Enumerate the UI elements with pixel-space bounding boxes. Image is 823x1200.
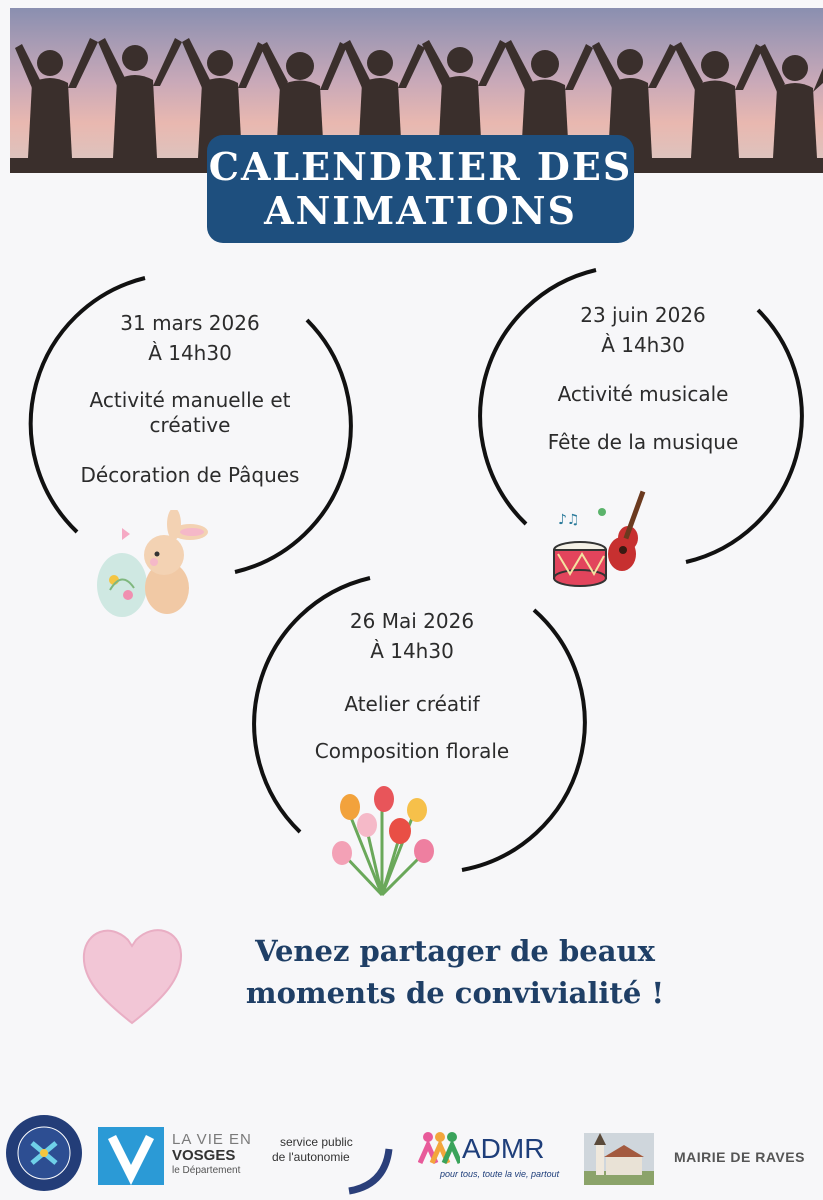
event-activity-cont: créative: [149, 413, 231, 437]
admr-slogan: pour tous, toute la vie, partout: [440, 1169, 560, 1179]
footer-logos: [0, 1105, 823, 1200]
event-activity: Activité musicale: [557, 382, 729, 406]
page-title-box: [207, 135, 634, 243]
event-activity: Activité manuelle et: [89, 388, 291, 412]
vie-en-vosges-line3: le Département: [172, 1165, 241, 1176]
event-subtitle: Fête de la musique: [547, 430, 739, 454]
event-card-floral: [262, 608, 562, 764]
svg-text:♪♫: ♪♫: [558, 512, 580, 528]
event-time: À 14h30: [370, 639, 454, 663]
page-title-line2: ANIMATIONS: [264, 188, 577, 233]
tagline-line2: moments de convivialité !: [245, 976, 665, 1010]
admr-logo-text: ADMR: [462, 1133, 545, 1164]
tagline-line1: Venez partager de beaux: [255, 934, 655, 968]
event-time: À 14h30: [601, 333, 685, 357]
event-date: 31 mars 2026: [120, 311, 260, 335]
easter-bunny-egg-icon: [92, 510, 227, 625]
event-card-music: [498, 302, 788, 455]
service-public-line2: de l'autonomie: [272, 1150, 350, 1164]
event-subtitle: Décoration de Pâques: [80, 463, 300, 487]
vie-en-vosges-line1: LA VIE EN: [172, 1131, 252, 1148]
service-public-line1: service public: [280, 1135, 353, 1149]
admr-figures-icon: [418, 1131, 460, 1167]
event-subtitle: Composition florale: [314, 739, 510, 763]
event-date: 26 Mai 2026: [349, 609, 475, 633]
page-title-line1: CALENDRIER DES: [208, 144, 633, 189]
event-card-easter: [40, 310, 340, 488]
vie-en-vosges-line2: VOSGES: [172, 1147, 236, 1164]
event-activity: Atelier créatif: [344, 692, 480, 716]
church-photo-icon: [584, 1133, 654, 1185]
event-time: À 14h30: [148, 341, 232, 365]
heart-icon: [80, 918, 185, 1028]
vosges-v-logo: [98, 1127, 164, 1185]
mairie-logo-text: MAIRIE DE RAVES: [674, 1149, 805, 1165]
tagline: [205, 930, 705, 1014]
swoosh-icon: [345, 1145, 395, 1195]
event-date: 23 juin 2026: [580, 303, 706, 327]
tulip-bouquet-icon: [322, 785, 442, 905]
commission-seal-logo: [4, 1113, 84, 1193]
